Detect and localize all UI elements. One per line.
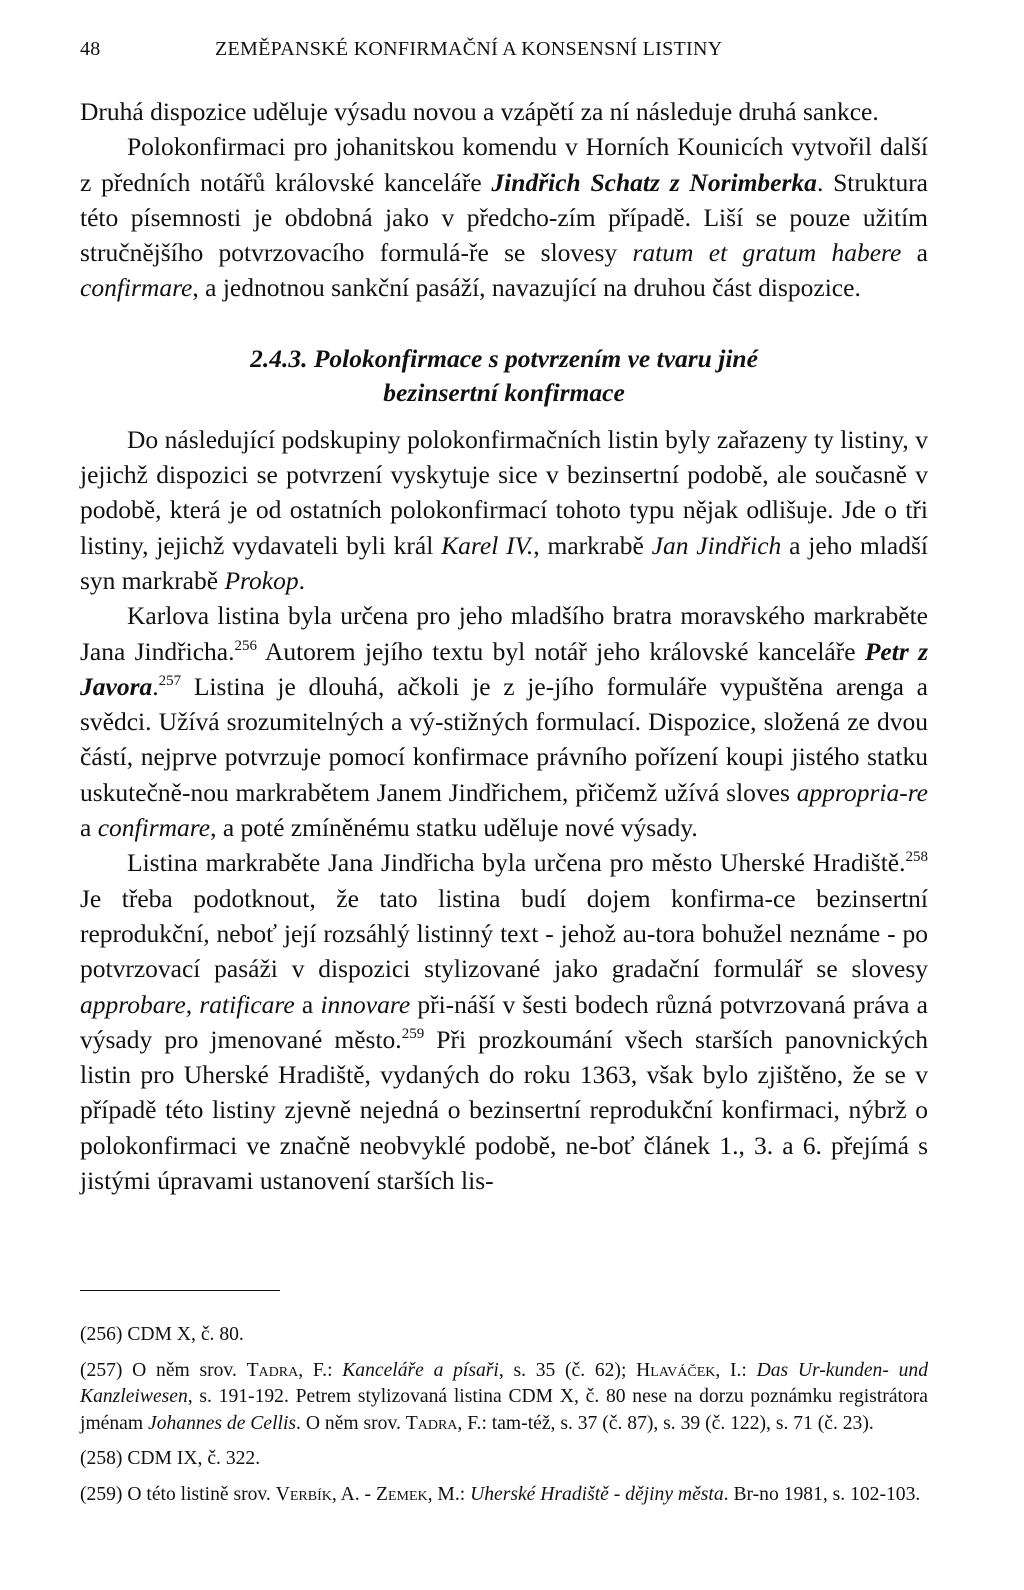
section-heading-line: bezinsertní konfirmace <box>383 377 625 407</box>
person-name: Johannes de Cellis <box>148 1412 297 1434</box>
text-run: a jeho mladší syn markrabě <box>80 530 928 595</box>
text-run: . Struktura této písemnosti je obdobná jako v předcho-zím případě. Liší se pouze užitím stručnějšího potvrzovacího formulá-ře se slovesy <box>80 167 929 268</box>
footnote-text: (256) CDM X, č. 80. <box>80 1324 244 1345</box>
person-name: Karel IV. <box>441 530 534 560</box>
footnote-259 <box>80 1482 928 1509</box>
text-run: a <box>901 238 928 268</box>
section-heading-line: 2.4.3. Polokonfirmace s potvrzením ve tvaru jiné <box>250 343 758 373</box>
text-run: Polokonfirmaci pro johanitskou komendu v Horních Kounicích vytvořil další z předních notářů královské kanceláře <box>80 132 928 197</box>
footnote-ref: 258 <box>905 849 928 866</box>
text-run: : <box>741 1359 757 1381</box>
running-header <box>80 38 940 61</box>
text-run: Do následující podskupiny polokonfirmačních listin byly zařazeny ty listiny, v jejichž dispozici se potvrzení vyskytuje sice v bezinsertní podobě, ale současně v podobě, která je od ostatních polokonfirmací tohoto typu nějak odlišuje. Jde o tři listiny, jejichž vydavateli byli král <box>80 424 928 560</box>
footnote-text: (258) CDM IX, č. 322. <box>80 1448 261 1469</box>
footnote-ref: 259 <box>401 1025 425 1042</box>
latin-term: innovare <box>320 989 411 1019</box>
work-title: Uherské Hradiště - dějiny města <box>470 1483 724 1505</box>
text-run: Listina markraběte Jana Jindřicha byla určena pro město Uherské Hradiště. <box>127 848 906 878</box>
text-run: (259) O této listině srov. <box>80 1483 276 1505</box>
paragraph-3 <box>80 422 928 598</box>
text-run: , markrabě <box>533 530 652 560</box>
footnote-rule <box>80 1290 280 1291</box>
text-run: : <box>459 1483 471 1505</box>
text-run: Karlova listina byla určena pro jeho mladšího bratra moravského markraběte Jana Jindřicha. <box>80 601 928 666</box>
person-name: Jan Jindřich <box>651 530 782 560</box>
footnote-ref: 257 <box>158 672 182 689</box>
text-run: . Br-no 1981, s. 102-103. <box>723 1483 921 1505</box>
text-run: : <box>327 1359 343 1381</box>
latin-term: approbare, ratificare <box>80 989 295 1019</box>
text-run: , s. 35 (č. 62); <box>498 1359 637 1381</box>
latin-term: appropria-re <box>796 777 928 807</box>
text-run: Listina je dlouhá, ačkoli je z je-jího formuláře vypuštěna arenga a svědci. Užívá srozumitelných a vý-stižných formulací. Dispozice, složená ze dvou částí, nejprve potvrzuje pomocí konfirmace právního pořízení koupi jistého statku uskutečně-nou markrabětem Janem Jindřichem, přičemž užívá sloves <box>80 671 928 807</box>
author-name: Hlaváček, I. <box>636 1359 742 1381</box>
author-name: Tadra, F. <box>246 1359 328 1381</box>
text-run: a <box>294 989 321 1019</box>
text-run: , a poté zmíněnému statku uděluje nové výsady. <box>210 813 698 843</box>
footnote-258 <box>80 1446 928 1473</box>
text-run: Je třeba podotknout, že tato listina budí dojem konfirma-ce bezinsertní reprodukční, neboť její rozsáhlý listinný text - jehož au-tora bohužel neznáme - po potvrzovací pasáži v dispozici stylizované jako gradační formulář se slovesy <box>80 883 928 984</box>
text-run: , s. 191-192. Petrem stylizovaná listina CDM X, č. 80 nese na dorzu poznámku registrátora jménam <box>80 1386 928 1434</box>
text-run: . <box>298 565 305 595</box>
footnote-256 <box>80 1322 928 1349</box>
latin-term: ratum et gratum habere <box>632 238 902 268</box>
author-name: Tadra, F. <box>405 1412 482 1434</box>
paragraph-text: Druhá dispozice uděluje výsadu novou a vzápětí za ní následuje druhá sankce. <box>80 97 879 126</box>
text-run: . O něm srov. <box>296 1412 406 1434</box>
paragraph-2 <box>80 129 928 305</box>
section-heading <box>80 342 928 410</box>
main-text <box>80 94 928 1198</box>
person-name: Prokop <box>224 565 299 595</box>
text-run: - <box>359 1483 376 1505</box>
latin-term: confirmare <box>97 813 211 843</box>
paragraph-4 <box>80 598 928 845</box>
footnote-ref: 256 <box>234 637 257 654</box>
latin-term: confirmare <box>80 273 193 303</box>
text-run: při-náší v šesti bodech různá potvrzovaná práva a výsady pro jmenované město. <box>80 989 928 1054</box>
text-run: , a jednotnou sankční pasáží, navazující na druhou část dispozice. <box>192 273 861 303</box>
footnotes <box>80 1322 928 1517</box>
page-number: 48 <box>80 38 101 60</box>
text-run: . <box>152 671 159 701</box>
running-title: ZEMĚPANSKÉ KONFIRMAČNÍ A KONSENSNÍ LISTINY <box>215 38 723 60</box>
person-name: Jindřich Schatz z Norimberka <box>491 167 817 197</box>
text-run: : tam-též, s. 37 (č. 87), s. 39 (č. 122), s. 71 (č. 23). <box>481 1412 874 1434</box>
work-title: Kanceláře a písaři <box>342 1359 499 1381</box>
work-title: Das Ur-kunden- und Kanzleiwesen <box>80 1359 928 1407</box>
footnote-257 <box>80 1358 928 1438</box>
text-run: (257) O něm srov. <box>80 1359 247 1381</box>
text-run: a <box>80 813 98 843</box>
text-run: Autorem jejího textu byl notář jeho královské kanceláře <box>256 636 865 666</box>
person-name: Petr z Javora <box>80 636 929 701</box>
author-name: Verbík, A. <box>275 1483 360 1505</box>
paragraph-5 <box>80 845 928 1198</box>
text-run: Při prozkoumání všech starších panovnických listin pro Uherské Hradiště, vydaných do roku 1363, však bylo zjištěno, že se v případě této listiny zjevně nejedná o bezinsertní reprodukční konfirmaci, nýbrž o polokonfirmaci ve značně neobvyklé podobě, ne-boť článek 1., 3. a 6. přejímá s jistými úpravami ustanovení starších lis- <box>80 1024 928 1196</box>
author-name: Zemek, M. <box>375 1483 460 1505</box>
paragraph-1 <box>80 94 928 129</box>
